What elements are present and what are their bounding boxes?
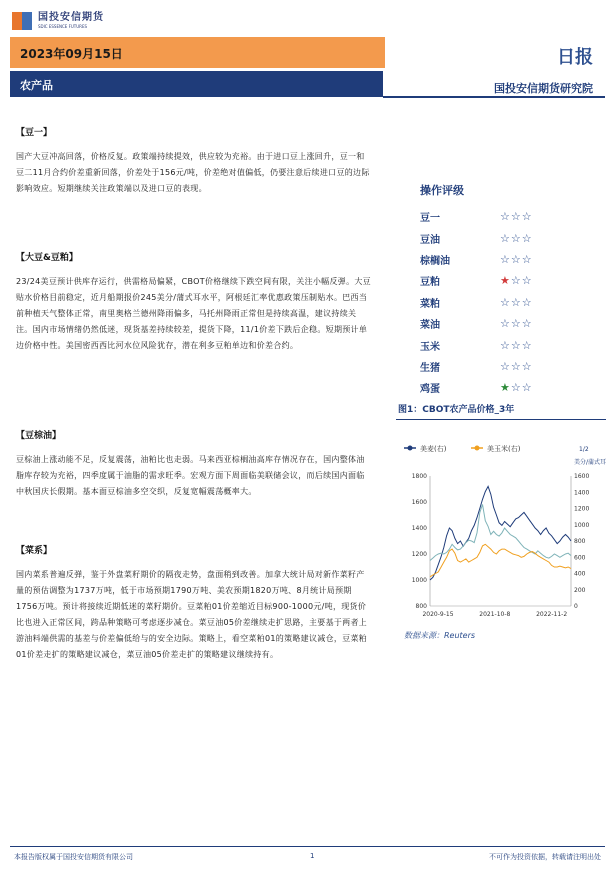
left-tick-label: 1400: [411, 525, 427, 532]
header-divider: [383, 96, 605, 98]
star-icon: ☆: [510, 359, 522, 373]
legend-label: 美麦(右): [420, 445, 447, 453]
star-icon: ☆: [500, 252, 511, 266]
star-icon: ☆: [521, 231, 533, 245]
legend-marker: [475, 446, 480, 451]
left-tick-label: 1800: [411, 473, 427, 480]
report-type: 日报: [557, 47, 593, 68]
series-line-1: [430, 504, 571, 560]
institute-name: 国投安信期货研究院: [494, 82, 593, 95]
star-icon: ☆: [510, 295, 522, 309]
star-icon: ☆: [500, 359, 511, 373]
left-tick-label: 1000: [411, 577, 427, 584]
section-soy1: [16, 125, 372, 197]
right-tick-label: 1200: [574, 505, 590, 513]
right-tick-label: 1600: [574, 473, 590, 480]
category-banner: [10, 71, 383, 97]
section-soybean-meal: [16, 250, 372, 354]
rating-row: [420, 270, 590, 291]
star-icon: ☆: [510, 381, 522, 395]
cbot-price-chart: [396, 430, 607, 625]
section-body: 23/24美豆预计供库存运行，供需格局偏紧，CBOT价格继续下跌空间有限，关注小幅反弹。大豆贴水价格目前稳定，近月船期报价245美分/蒲式耳水平，阿根廷汇率优惠政策压制贴水。巴西当前种植天气整体正常，南里奥格兰德州降雨偏多，马托州降雨正常但是持续高温，建议持续关注。国内市场情绪仍然低迷，现货基差持续较差，提货下降，11/1价差下跌后企稳。短期预计单边价格中性。美国密西西比河水位风险犹存，潜在利多豆粕单边和价差合约。: [16, 277, 371, 350]
right-tick-label: 0: [574, 603, 578, 610]
legend-marker: [408, 446, 413, 451]
logo-mark-icon: [12, 10, 34, 32]
right-tick-label: 600: [574, 554, 586, 562]
star-icon: ☆: [521, 359, 533, 373]
legend-label: 美玉米(右): [487, 445, 521, 453]
rating-stars: [500, 381, 533, 394]
right-tick-label: 1400: [574, 489, 590, 497]
section-title: 【豆一】: [16, 128, 53, 138]
section-body: 国产大豆冲高回落，价格反复。政策端持续提效，供应较为充裕。由于进口豆上涨回升，豆一和豆二11月合约价差重新回落，价差处于156元/吨，价差绝对值偏低，仍要注意后续进口豆的边际影响效应。短期继续关注政策端以及进口豆的表现。: [16, 152, 370, 193]
rating-name: 鸡蛋: [420, 384, 440, 396]
rating-name: 豆粕: [420, 277, 440, 289]
section-soy-palm-oil: [16, 428, 372, 500]
rating-stars: [500, 253, 533, 266]
star-icon: ☆: [521, 338, 533, 352]
star-icon: ☆: [510, 274, 522, 288]
rating-row: [420, 249, 590, 270]
star-icon: ☆: [500, 338, 511, 352]
rating-name: 生猪: [420, 362, 440, 374]
star-icon: ★: [500, 381, 511, 395]
star-icon: ☆: [521, 274, 533, 288]
legend-page-indicator: 1/2: [579, 446, 589, 453]
company-logo: [12, 10, 104, 32]
rating-row: [420, 313, 590, 334]
star-icon: ☆: [500, 295, 511, 309]
right-axis-unit: 美分/蒲式耳: [574, 459, 607, 466]
rating-stars: [500, 317, 533, 330]
section-title: 【菜系】: [16, 546, 53, 556]
rating-stars: [500, 296, 533, 309]
rating-stars: [500, 360, 533, 373]
right-tick-label: 800: [574, 538, 586, 545]
report-category: 农产品: [20, 79, 53, 92]
star-icon: ☆: [521, 381, 533, 395]
star-icon: ☆: [510, 252, 522, 266]
rating-name: 豆油: [420, 234, 440, 246]
section-title: 【豆棕油】: [16, 431, 62, 441]
rating-row: [420, 292, 590, 313]
rating-row: [420, 227, 590, 248]
left-tick-label: 1200: [411, 551, 427, 558]
series-line-0: [430, 486, 571, 580]
rating-row: [420, 206, 590, 227]
footer-disclaimer: 不可作为投资依据，转载请注明出处: [489, 853, 601, 861]
star-icon: ☆: [510, 231, 522, 245]
rating-name: 豆一: [420, 213, 440, 225]
section-body: 国内菜系普遍反弹，鉴于外盘菜籽期价的隔夜走势，盘面稍到改善。加拿大统计局对新作菜籽产量的预估调整为1737万吨，低于市场预期1790万吨、美农预期1820万吨、8月统计局预期1756万吨。预计将接续近期低迷的菜籽期价。豆菜粕01价差缩近目标900-1000元/吨，现货价比也进入正常区间，跨品种策略可考虑逐步减仓。菜豆油05价差继续走扩思路，主要基于两者上游油料端供需的基差与价差偏低给与的安全边际。策略上，看空菜粕01的策略建议减仓，豆菜粕01价差走扩的策略建议减仓，菜豆油05价差走扩的策略建议继续持有。: [16, 570, 368, 659]
data-source: 数据来源：Reuters: [404, 631, 476, 640]
right-tick-label: 1000: [574, 521, 590, 529]
star-icon: ☆: [500, 210, 511, 224]
x-tick-label: 2022-11-2: [536, 611, 568, 618]
star-icon: ☆: [521, 295, 533, 309]
star-icon: ★: [500, 274, 511, 288]
rating-name: 棕榈油: [420, 255, 450, 267]
rating-row: [420, 334, 590, 355]
logo-subname: SDIC ESSENCE FUTURES: [38, 24, 88, 29]
rating-stars: [500, 232, 533, 245]
rating-name: 玉米: [420, 341, 440, 353]
figure-divider: [396, 419, 606, 420]
right-tick-label: 200: [574, 586, 586, 594]
section-rapeseed: [16, 543, 372, 663]
star-icon: ☆: [500, 317, 511, 331]
left-tick-label: 800: [415, 603, 427, 610]
rating-title: 操作评级: [420, 184, 464, 197]
x-tick-label: 2021-10-8: [479, 611, 511, 618]
star-icon: ☆: [510, 338, 522, 352]
rating-name: 菜油: [420, 320, 440, 332]
rating-stars: [500, 274, 533, 287]
star-icon: ☆: [500, 231, 511, 245]
report-date: 2023年09月15日: [20, 47, 123, 61]
rating-name: 菜粕: [420, 298, 440, 310]
operation-rating: [420, 182, 590, 399]
star-icon: ☆: [510, 210, 522, 224]
rating-stars: [500, 210, 533, 223]
footer-page-number: 1: [310, 852, 315, 860]
footer-copyright: 本报告版权属于国投安信期货有限公司: [14, 853, 133, 861]
footer-divider: [10, 846, 605, 847]
rating-row: [420, 377, 590, 398]
left-tick-label: 1600: [411, 499, 427, 506]
logo-name: 国投安信期货: [38, 12, 104, 23]
star-icon: ☆: [521, 210, 533, 224]
rating-row: [420, 356, 590, 377]
star-icon: ☆: [521, 317, 533, 331]
section-title: 【大豆&豆粕】: [16, 253, 78, 263]
series-line-2: [430, 544, 571, 577]
x-tick-label: 2020-9-15: [422, 611, 454, 618]
section-body: 豆棕油上涨动能不足，反复震荡，油粕比也走弱。马来西亚棕榈油高库存情况存在，国内整体油脂库存较为充裕，四季度属于油脂的需求旺季。宏观方面下周面临美联储会议，而后续国内面临中秋国庆长假期。基本面豆棕油多空交织，反复宽幅震荡概率大。: [16, 455, 365, 496]
star-icon: ☆: [510, 317, 522, 331]
rating-stars: [500, 339, 533, 352]
star-icon: ☆: [521, 252, 533, 266]
figure-title: 图1：CBOT农产品价格_3年: [398, 405, 515, 415]
right-tick-label: 400: [574, 570, 586, 578]
